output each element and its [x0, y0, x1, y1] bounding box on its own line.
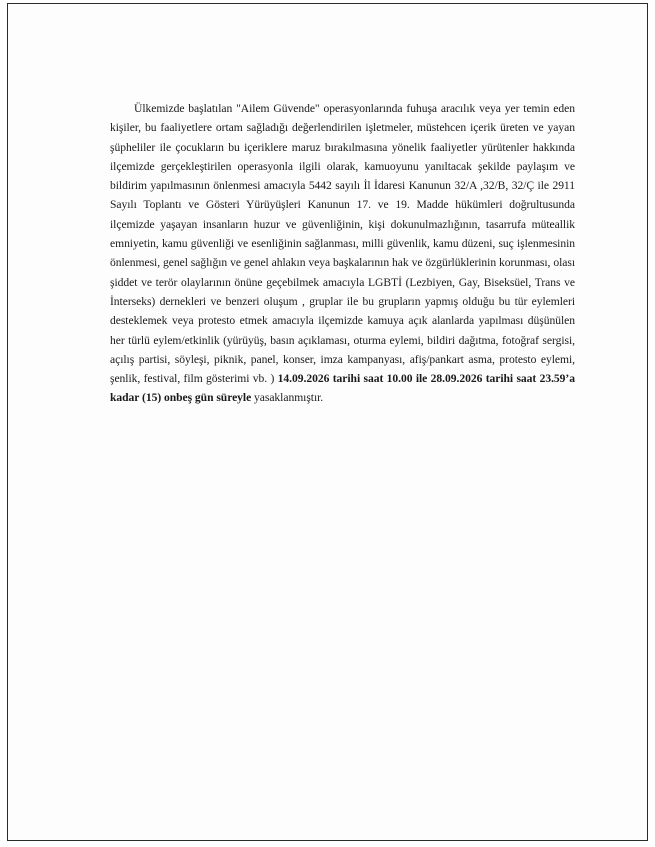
paragraph-main-text: Ülkemizde başlatılan "Ailem Güvende" operasyonlarında fuhuşa aracılık veya yer temin eden kişiler, bu faaliyetlere ortam sağladığı değerlendirilen işletmeler, müstehcen içerik üreten ve yayan şüpheliler ile çocukların bu içeriklere maruz bırakılmasına yönelik faaliyetler yürütenler hakkında ilçemizde gerçekleştirilen operasyonla ilgili olarak, kamuoyunu yanıltacak şekilde paylaşım ve bildirim yapılmasının önlenmesi amacıyla 5442 sayılı İl İdaresi Kanunun 32/A ,32/B, 32/Ç ile 2911 Sayılı Toplantı ve Gösteri Yürüyüşleri Kanunun 17. ve 19. Madde hükümleri doğrultusunda ilçemizde yaşayan insanların huzur ve güvenliğinin, kişi dokunulmazlığının, tasarrufa müteallik emniyetin, kamu güvenliği ve esenliğinin sağlanması, milli güvenlik, kamu düzeni, suç işlenmesinin önlenmesi, genel sağlığın ve genel ahlakın veya başkalarının hak ve özgürlüklerinin korunması, olası şiddet ve terör olaylarının önüne geçebilmek amacıyla LGBTİ (Lezbiyen, Gay, Biseksüel, Trans ve İnterseks) dernekleri ve benzeri oluşum , gruplar ile bu grupların yapmış olduğu bu tür eylemleri desteklemek veya protesto etmek amacıyla ilçemizde kamuya açık alanlarda yapılması düşünülen her türlü eylem/etkinlik (yürüyüş, basın açıklaması, oturma eylemi, bildiri dağıtma, fotoğraf sergisi, açılış partisi, söyleşi, piknik, panel, konser, imza kampanyası, afiş/pankart asma, protesto eylemi, şenlik, festival, film gösterimi vb. ) — [110, 102, 575, 386]
paragraph-ban-period-bold: 14.09.2026 tarihi saat 10.00 ile 28.09.2026 tarihi saat 23.59’a kadar (15) onbeş gün süreyle — [110, 372, 575, 405]
letter-body-paragraph — [110, 99, 575, 408]
paragraph-closing-text: yasaklanmıştır. — [251, 391, 324, 405]
